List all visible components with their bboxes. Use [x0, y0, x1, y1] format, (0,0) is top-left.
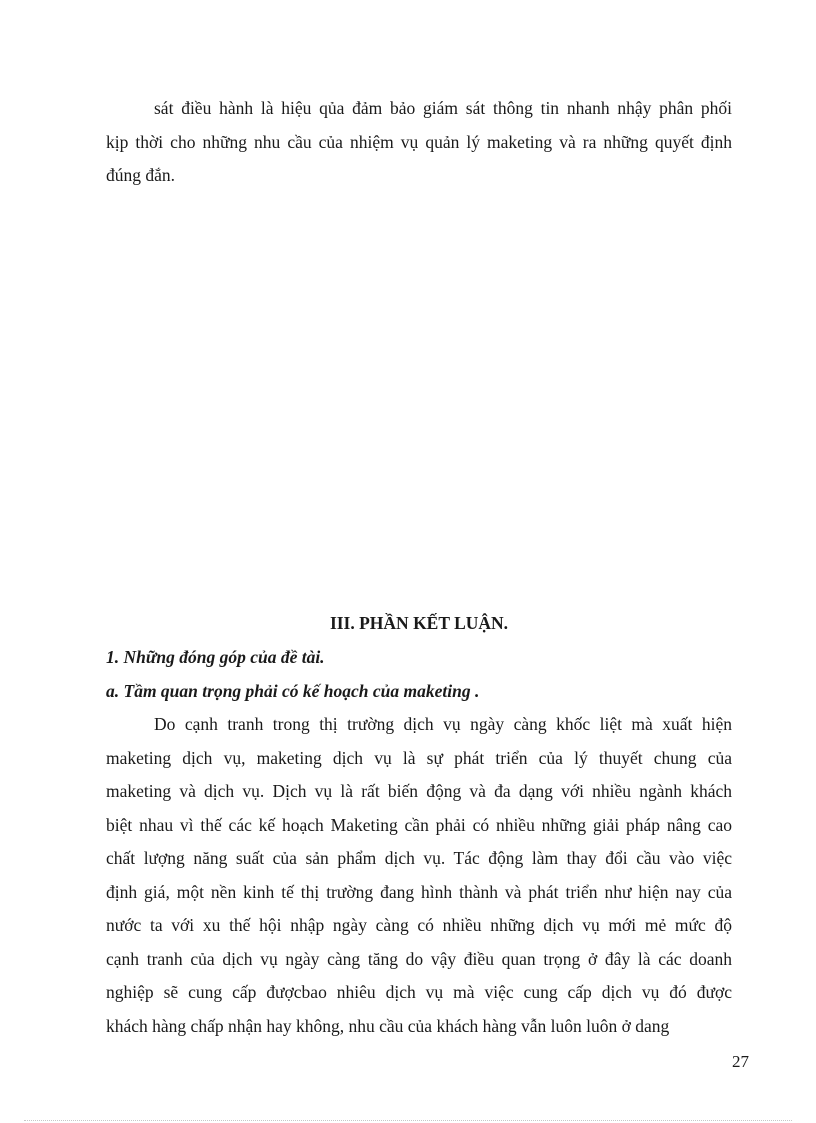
body-line: maketing dịch vụ, maketing dịch vụ là sự phát triển của lý thuyết chung của [106, 747, 732, 768]
body-line: định giá, một nền kinh tế thị trường đang hình thành và phát triển như hiện nay của [106, 881, 732, 902]
section-heading: III. PHẦN KẾT LUẬN. [329, 613, 509, 633]
body-line: Do cạnh tranh trong thị trường dịch vụ ngày càng khốc liệt mà xuất hiện [154, 714, 732, 734]
intro-line: đúng đắn. [106, 165, 176, 185]
body-line: nước ta với xu thế hội nhập ngày càng có nhiều những dịch vụ mới mẻ mức độ [106, 915, 732, 935]
subheading-importance: a. Tầm quan trọng phải có kế hoạch của maketing . [106, 681, 480, 701]
body-line: nghiệp sẽ cung cấp đượcbao nhiêu dịch vụ mà việc cung cấp dịch vụ đó được [106, 982, 732, 1002]
body-line: maketing và dịch vụ. Dịch vụ là rất biến động và đa dạng với nhiều ngành khách [106, 781, 732, 801]
footer-divider [24, 1120, 792, 1121]
body-line: cạnh tranh của dịch vụ ngày càng tăng do vậy điều quan trọng ở đây là các doanh [106, 948, 732, 969]
body-line: khách hàng chấp nhận hay không, nhu cầu của khách hàng vẫn luôn luôn ở dang [106, 1015, 670, 1036]
body-line: biệt nhau vì thế các kế hoạch Maketing cần phải có nhiều những giải pháp nâng cao [106, 814, 732, 835]
body-paragraph [106, 708, 732, 1043]
intro-line: sát điều hành là hiệu qủa đảm bảo giám sát thông tin nhanh nhậy phân phối [154, 98, 732, 118]
intro-paragraph [106, 92, 732, 193]
subheading-contributions: 1. Những đóng góp của đề tài. [106, 647, 325, 667]
page-number: 27 [732, 1052, 749, 1071]
body-line: chất lượng năng suất của sản phẩm dịch vụ. Tác động làm thay đổi cầu vào việc [106, 848, 732, 868]
intro-line: kịp thời cho những nhu cầu của nhiệm vụ quản lý maketing và ra những quyết định [106, 131, 732, 152]
